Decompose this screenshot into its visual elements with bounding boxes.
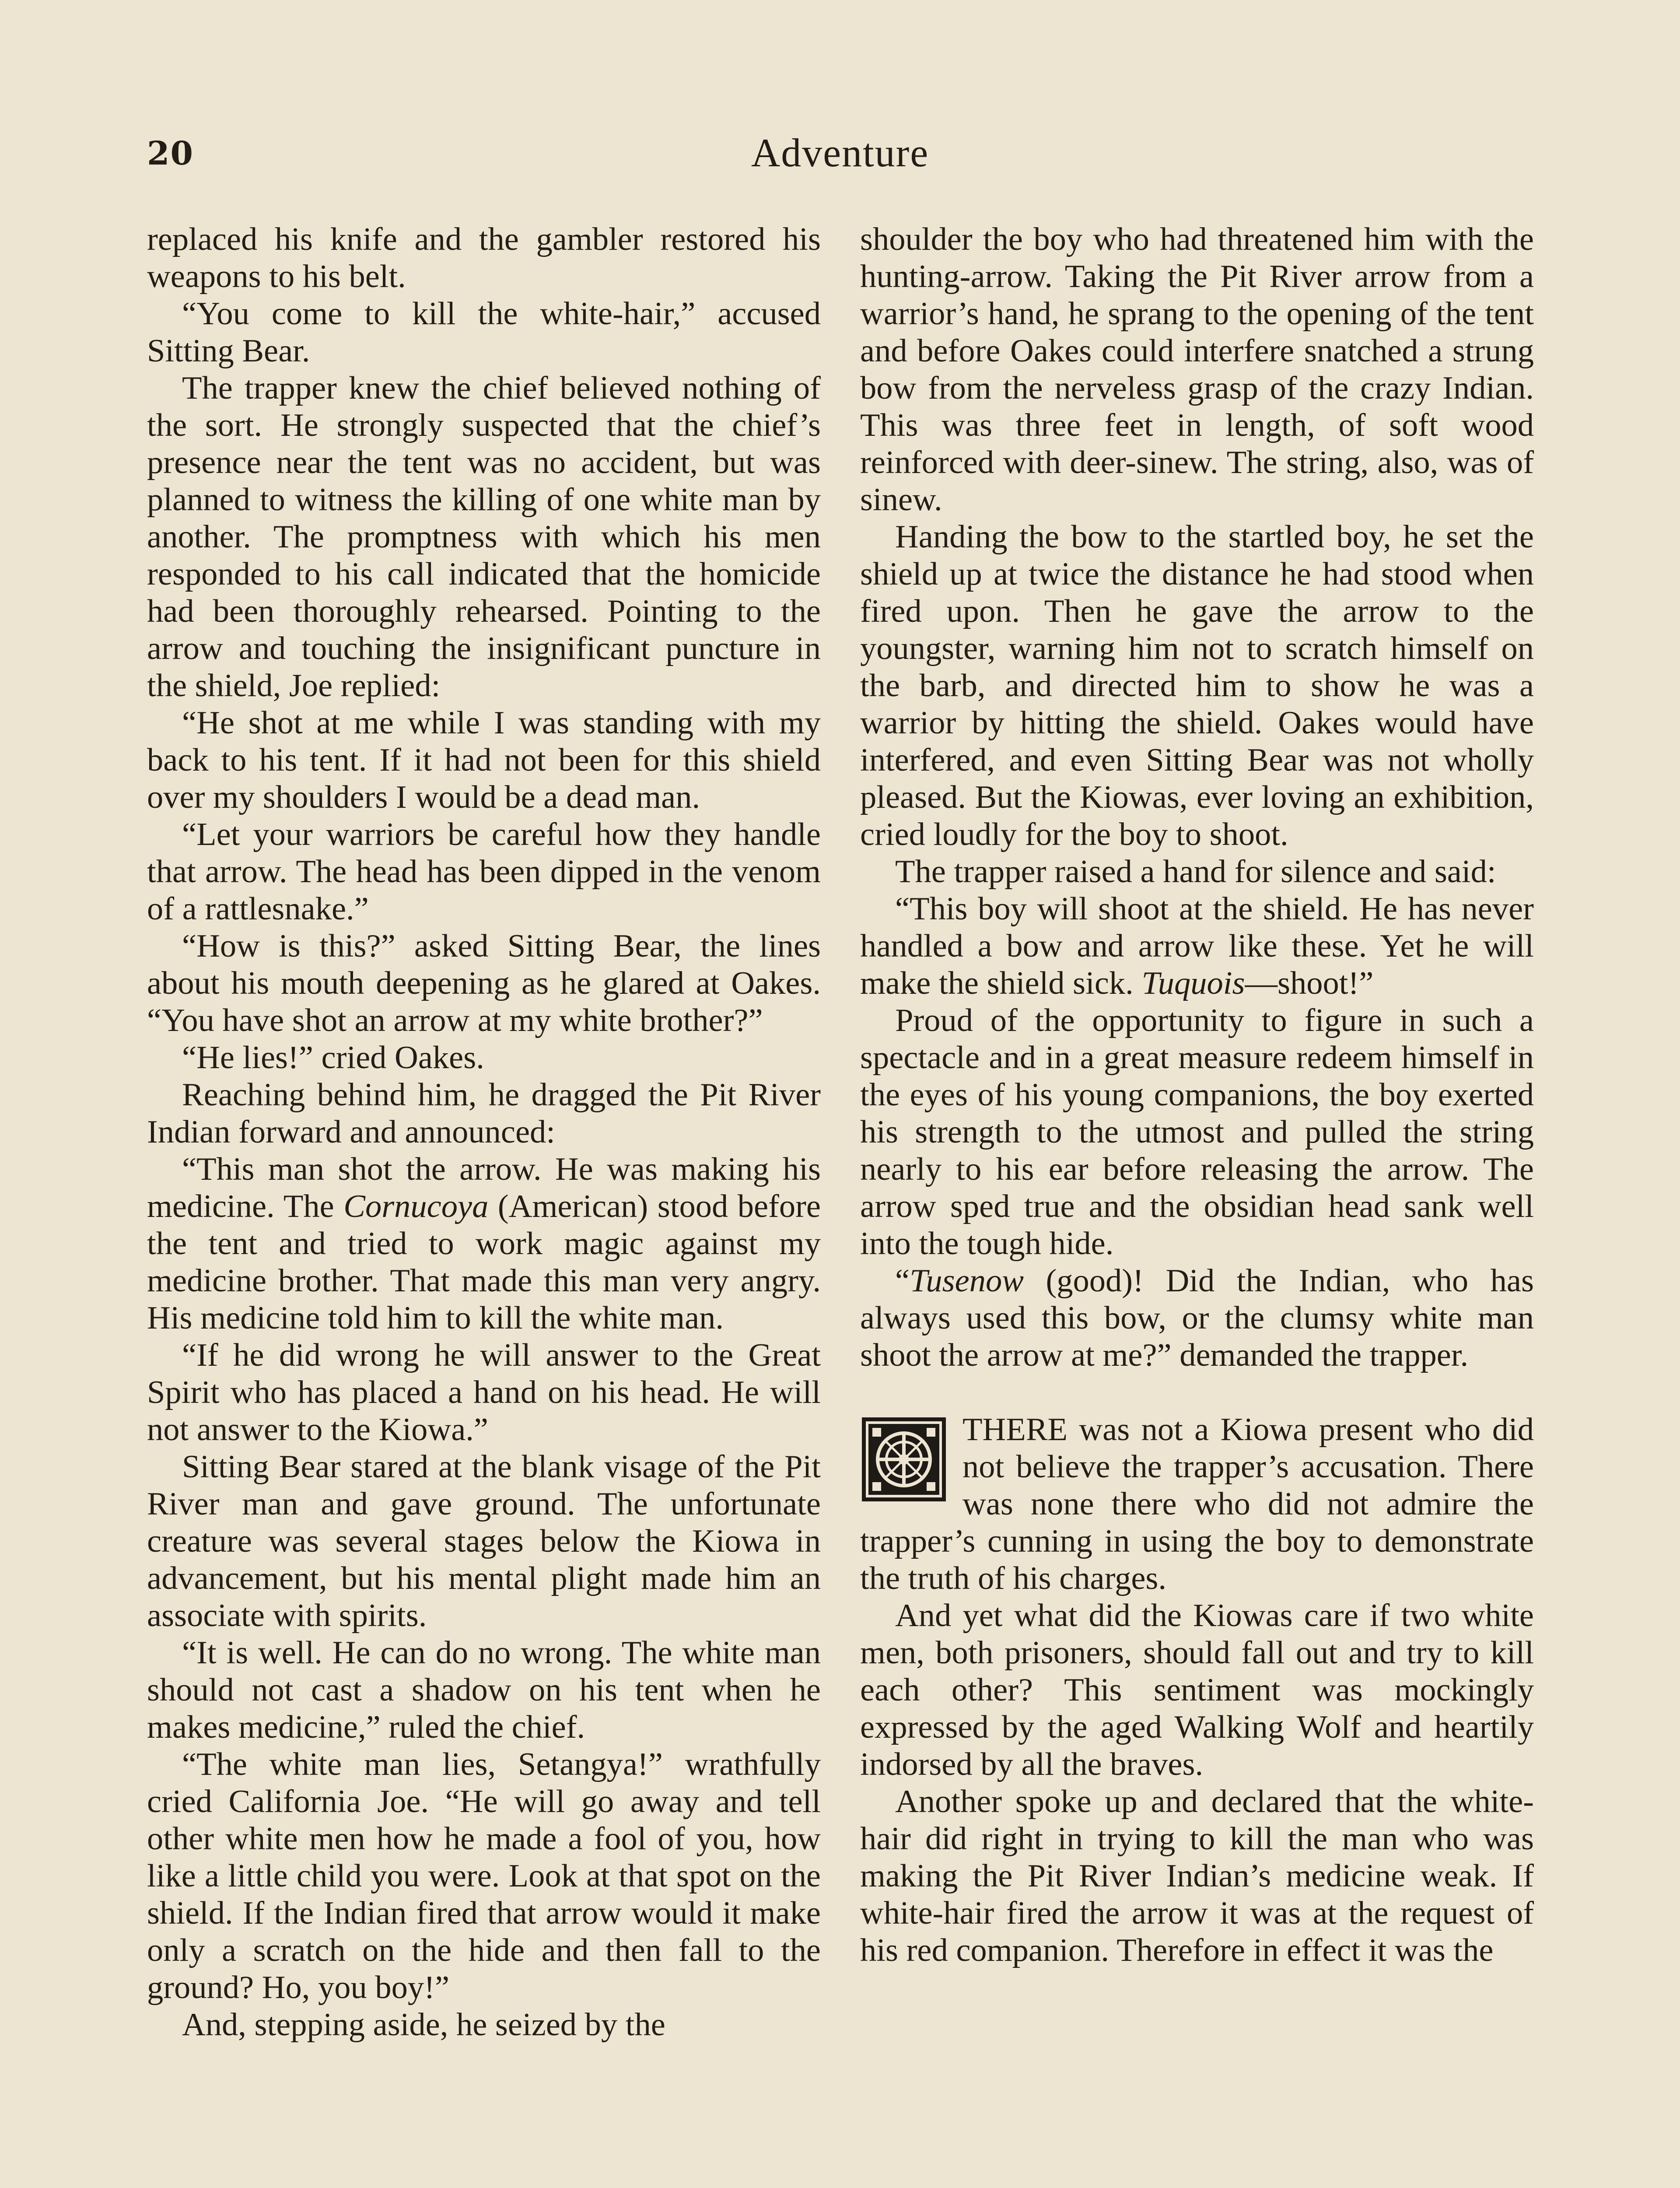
text-run: THERE was not a Kiowa present who did not believe the trapper’s accusation. There was none there who did not admire the trapper’s cunning in using the boy to demonstrate the truth of his charges.	[860, 1412, 1534, 1596]
text-run: Handing the bow to the startled boy, he set the shield up at twice the distance he had stood when fired upon. Then he gave the arrow to the youngster, warning him not to scratch himself on the barb, and directed him to show he was a warrior by hitting the shield. Oakes would have interfered, and even Sitting Bear was not wholly pleased. But the Kiowas, ever loving an exhibition, cried loudly for the boy to shoot.	[860, 519, 1534, 852]
paragraph	[860, 1002, 1534, 1262]
paragraph	[860, 891, 1534, 1002]
text-run: “Let your warriors be careful how they handle that arrow. The head has been dipped in the venom of a rattlesnake.”	[147, 817, 821, 927]
text-run: “He shot at me while I was standing with my back to his tent. If it had not been for this shield over my shoulders I would be a dead man.	[147, 705, 821, 815]
text-run: Proud of the opportunity to figure in such a spectacle and in a great measure redeem himself in the eyes of his young companions, the boy exerted his strength to the utmost and pulled the string nearly to his ear before releasing the arrow. The arrow sped true and the obsidian head sank well into the tough hide.	[860, 1003, 1534, 1262]
text-run: The trapper knew the chief believed nothing of the sort. He strongly suspected that the chief’s presence near the tent was no accident, but was planned to witness the killing of one white man by another. The promptness with which his men responded to his call indicated that the homicide had been thoroughly rehearsed. Pointing to the arrow and touching the insignificant puncture in the shield, Joe replied:	[147, 370, 821, 704]
right-text-column	[860, 221, 1534, 1969]
text-run: (good)! Did the Indian, who has always used this bow, or the clumsy white man shoot the arrow at me?” demanded the trapper.	[860, 1263, 1534, 1373]
paragraph	[147, 1337, 821, 1448]
running-title: Adventure	[751, 130, 929, 175]
text-run: “It is well. He can do no wrong. The white man should not cast a shadow on his tent when he makes medicine,” ruled the chief.	[147, 1635, 821, 1745]
text-run: Another spoke up and declared that the white-hair did right in trying to kill the man who was making the Pit River Indian’s medicine weak. If white-hair fired the arrow it was at the request of his red companion. Therefore in effect it was the	[860, 1784, 1534, 1968]
text-run: “This man shot the arrow. He was making his medicine. The	[147, 1151, 821, 1224]
paragraph	[147, 928, 821, 1039]
left-text-column	[147, 221, 821, 2044]
paragraph	[860, 221, 1534, 519]
paragraph	[147, 1039, 821, 1076]
paragraph	[147, 705, 821, 816]
paragraph	[860, 853, 1534, 891]
paragraph	[860, 1411, 1534, 1597]
paragraph	[147, 1151, 821, 1337]
paragraph	[147, 2006, 821, 2044]
paragraph	[147, 221, 821, 295]
italic-word: Cornucoya	[343, 1189, 489, 1224]
text-run: “You come to kill the white-hair,” accused Sitting Bear.	[147, 296, 821, 369]
text-run: “He lies!” cried Oakes.	[182, 1040, 484, 1076]
drop-cap-ornament-icon	[860, 1416, 948, 1503]
paragraph	[860, 1262, 1534, 1374]
text-run: And, stepping aside, he seized by the	[182, 2007, 665, 2043]
paragraph	[860, 519, 1534, 853]
text-run: Sitting Bear stared at the blank visage of the Pit River man and gave ground. The unfortunate creature was several stages below the Kiowa in advancement, but his mental plight made him an associate with spirits.	[147, 1449, 821, 1634]
text-run: The trapper raised a hand for silence and said:	[895, 854, 1496, 890]
text-run: “This boy will shoot at the shield. He has never handled a bow and arrow like these. Yet he will make the shield sick.	[860, 891, 1534, 1001]
page-number: 20	[147, 135, 194, 172]
text-run: “	[895, 1263, 910, 1299]
text-run: “The white man lies, Setangya!” wrathfully cried California Joe. “He will go away and tell other white men how he made a fool of you, how like a little child you were. Look at that spot on the shield. If the Indian fired that arrow would it make only a scratch on the hide and then fall to the ground? Ho, you boy!”	[147, 1746, 821, 2006]
text-run: (American) stood before the tent and tried to work magic against my medicine brother. That made this man very angry. His medicine told him to kill the white man.	[147, 1189, 821, 1336]
paragraph	[147, 295, 821, 370]
paragraph	[860, 1597, 1534, 1783]
paragraph	[147, 1076, 821, 1151]
page-header	[0, 126, 1680, 183]
paragraph	[147, 370, 821, 705]
text-run: “If he did wrong he will answer to the Great Spirit who has placed a hand on his head. He will not answer to the Kiowa.”	[147, 1337, 821, 1448]
paragraph	[147, 1448, 821, 1634]
text-run: —shoot!”	[1245, 965, 1374, 1001]
italic-word: Tusenow	[910, 1263, 1024, 1299]
text-run: “How is this?” asked Sitting Bear, the lines about his mouth deepening as he glared at Oakes. “You have shot an arrow at my white brother?”	[147, 928, 821, 1038]
paragraph	[860, 1783, 1534, 1969]
text-run: And yet what did the Kiowas care if two white men, both prisoners, should fall out and try to kill each other? This sentiment was mockingly expressed by the aged Walking Wolf and heartily indorsed by all the braves.	[860, 1598, 1534, 1782]
text-run: replaced his knife and the gambler restored his weapons to his belt.	[147, 221, 821, 295]
paragraph	[147, 1746, 821, 2006]
text-run: Reaching behind him, he dragged the Pit River Indian forward and announced:	[147, 1077, 821, 1150]
text-run: shoulder the boy who had threatened him with the hunting-arrow. Taking the Pit River arrow from a warrior’s hand, he sprang to the opening of the tent and before Oakes could interfere snatched a strung bow from the nerveless grasp of the crazy Indian. This was three feet in length, of soft wood reinforced with deer-sinew. The string, also, was of sinew.	[860, 221, 1534, 518]
italic-word: Tuquois	[1141, 965, 1245, 1001]
paragraph	[147, 816, 821, 928]
paragraph	[147, 1634, 821, 1746]
